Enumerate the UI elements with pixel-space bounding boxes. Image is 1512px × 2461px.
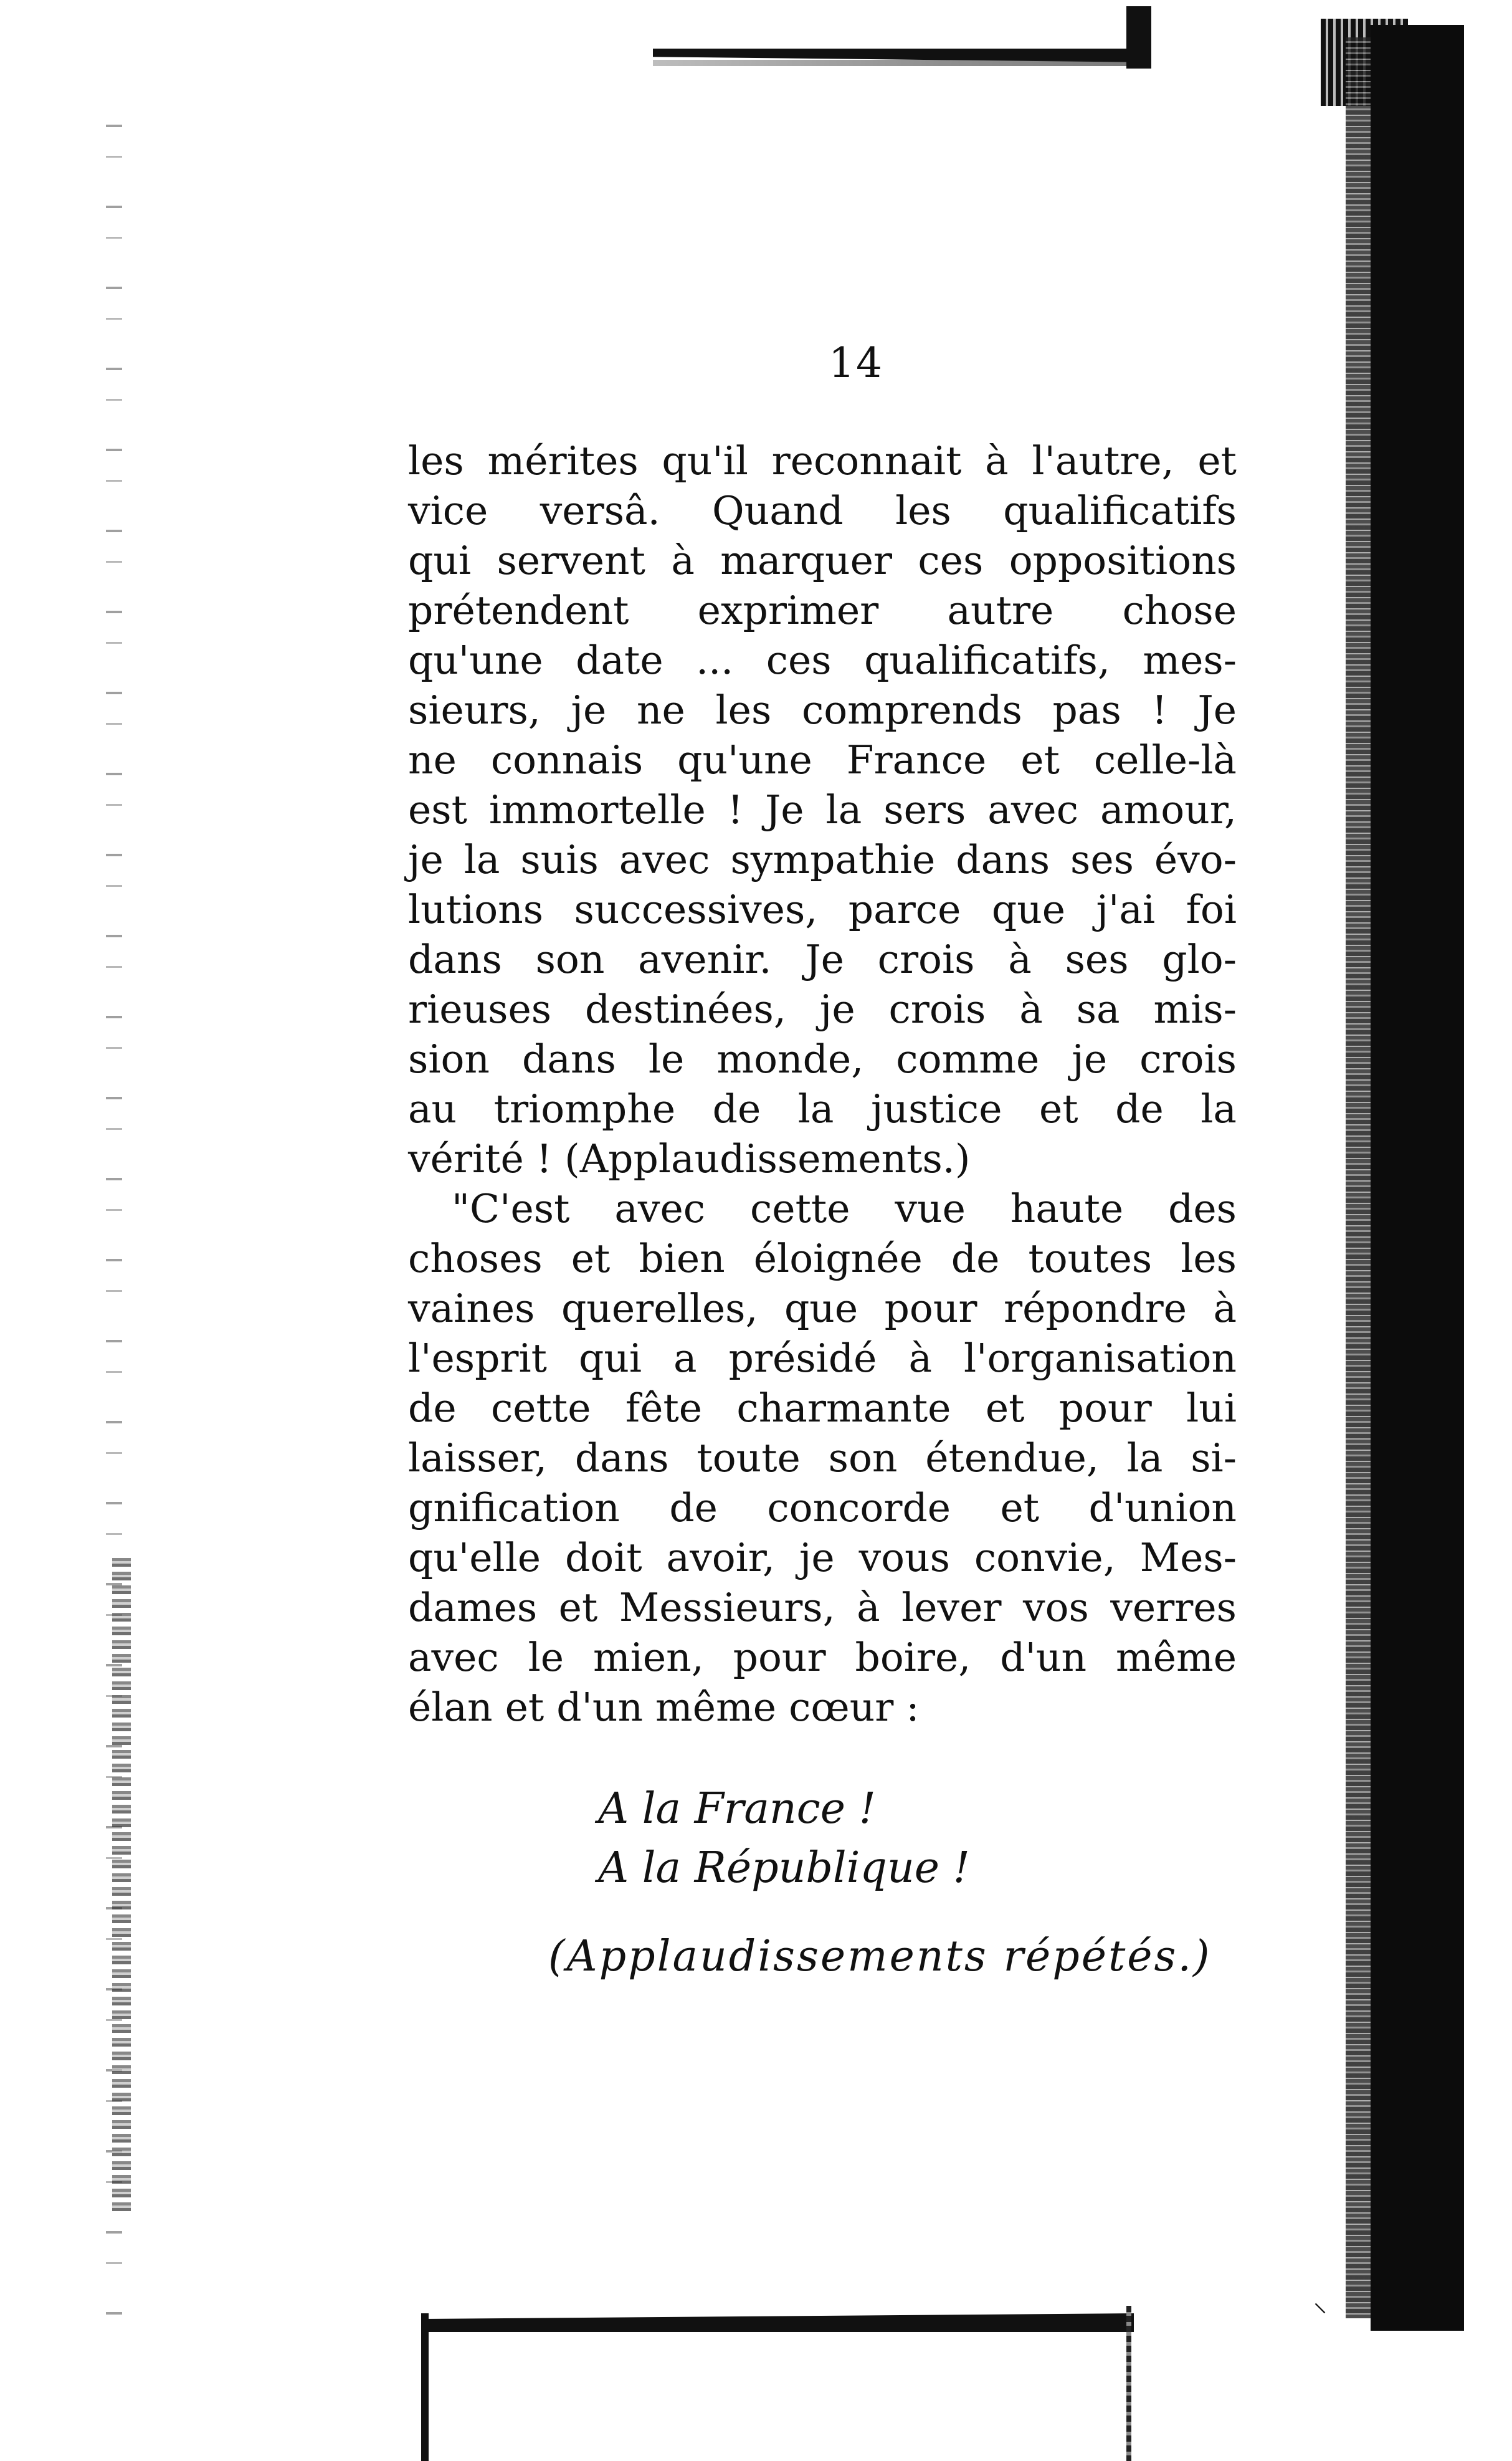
text-line: je la suis avec sympathie dans ses évo- [408,837,1237,882]
page-number: 14 [829,339,883,387]
text-line: de cette fête charmante et pour lui [408,1385,1237,1431]
text-line: sion dans le monde, comme je crois [408,1036,1237,1082]
next-page-left-edge [421,2313,429,2461]
text-line: lutions successives, parce que j'ai foi [408,887,1237,932]
text-line: prétendent exprimer autre chose [408,588,1237,633]
toast-france: A la France ! [598,1784,876,1833]
text-line: est immortelle ! Je la sers avec amour, [408,787,1237,833]
text-line: vaines querelles, que pour répondre à [408,1286,1237,1331]
previous-page-shadow [653,60,1126,66]
text-line: dames et Messieurs, à lever vos verres [408,1585,1237,1630]
text-line: qui servent à marquer ces oppositions [408,538,1237,583]
text-line: gnification de concorde et d'union [408,1485,1237,1531]
toast-republique: A la République ! [598,1843,970,1893]
previous-page-corner [1126,6,1151,69]
text-line: au triomphe de la justice et de la [408,1086,1237,1132]
text-line: qu'elle doit avoir, je vous convie, Mes- [408,1535,1237,1580]
text-line: "C'est avec cette vue haute des [452,1186,1237,1231]
text-line: les mérites qu'il reconnait à l'autre, et [408,438,1237,484]
left-margin-dark-speckles [112,1558,131,2212]
text-line: dans son avenir. Je crois à ses glo- [408,937,1237,982]
text-line: laisser, dans toute son étendue, la si- [408,1435,1237,1481]
text-line: vérité ! (Applaudissements.) [408,1136,971,1182]
corner-tick-mark: ⸌ [1313,2298,1327,2330]
body-text [408,436,1237,1732]
text-line: choses et bien éloignée de toutes les [408,1236,1237,1281]
text-line: qu'une date ... ces qualificatifs, mes- [408,638,1237,683]
text-line: élan et d'un même cœur : [408,1684,920,1730]
next-page-right-edge [1126,2306,1131,2461]
text-line: vice versâ. Quand les qualificatifs [408,488,1237,533]
text-line: avec le mien, pour boire, d'un même [408,1635,1237,1680]
text-line: ne connais qu'une France et celle-là [408,737,1237,783]
text-line: rieuses destinées, je crois à sa mis- [408,987,1237,1032]
text-line: sieurs, je ne les comprends pas ! Je [408,687,1237,733]
text-line: l'esprit qui a présidé à l'organisation [408,1336,1237,1381]
next-page-edge [424,2313,1134,2332]
book-edge-border [1371,25,1464,2331]
closing-applause: (Applaudissements répétés.) [548,1932,1212,1981]
toast-block [598,1779,970,1898]
